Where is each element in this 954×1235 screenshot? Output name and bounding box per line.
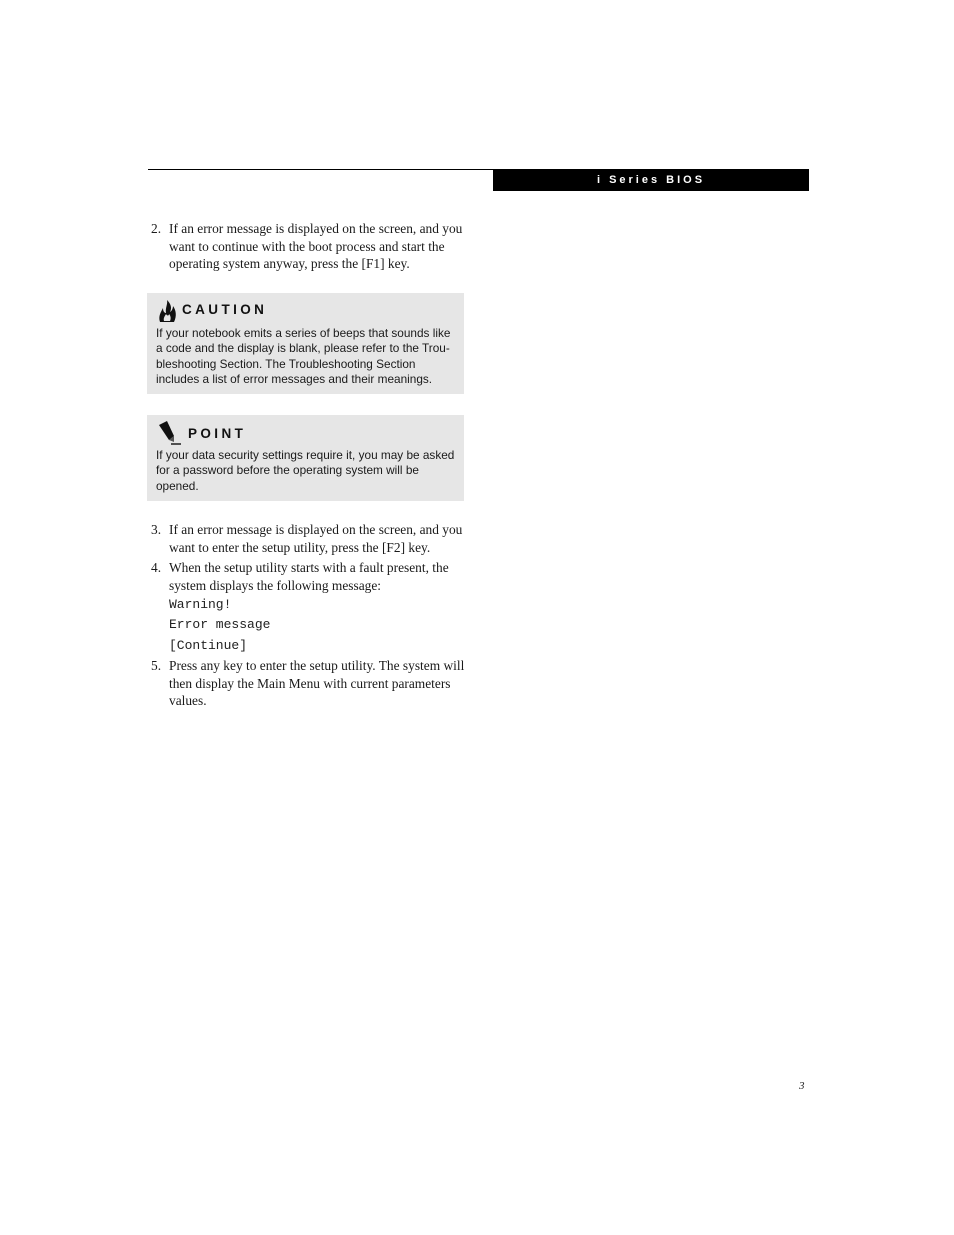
pencil-icon bbox=[157, 420, 181, 451]
point-heading: POINT bbox=[188, 426, 247, 441]
step-text: If an error message is displayed on the screen, and you want to enter the setup utility, press the [F2] key. bbox=[169, 522, 463, 555]
step-text: When the setup utility starts with a fault present, the system displays the following message: bbox=[169, 560, 449, 593]
step-text: If an error message is displayed on the screen, and you want to continue with the boot process and start the operating system anyway, press the [F1] key. bbox=[169, 221, 463, 271]
section-title: i Series BIOS bbox=[596, 174, 706, 186]
step-number: 3. bbox=[151, 522, 162, 537]
caution-box bbox=[147, 293, 464, 394]
step-text: Press any key to enter the setup utility. The system will then display the Main Menu with current parameters values. bbox=[169, 658, 465, 708]
caution-text: If your notebook emits a series of beeps that sounds like a code and the display is blank, please refer to the Trou-bleshooting Section. The Troubleshooting Section includes a list of error messages and their meanings. bbox=[156, 326, 451, 387]
step-4 bbox=[151, 559, 466, 594]
step-number: 4. bbox=[151, 560, 162, 575]
point-box bbox=[147, 415, 464, 501]
step-2 bbox=[151, 220, 466, 273]
point-text: If your data security settings require it, you may be asked for a password before the operating system will be opened. bbox=[156, 448, 455, 493]
step-5 bbox=[151, 657, 466, 710]
flame-icon bbox=[157, 299, 179, 328]
caution-heading: CAUTION bbox=[182, 302, 268, 317]
step-number: 2. bbox=[151, 221, 162, 236]
section-title-bar bbox=[493, 169, 809, 191]
step-3 bbox=[151, 521, 466, 556]
code-line-continue: [Continue] bbox=[169, 638, 248, 653]
code-line-error-message: Error message bbox=[169, 617, 271, 632]
code-line-warning: Warning! bbox=[169, 597, 232, 612]
page-number: 3 bbox=[799, 1080, 805, 1092]
header-rule bbox=[148, 169, 493, 170]
step-number: 5. bbox=[151, 658, 162, 673]
